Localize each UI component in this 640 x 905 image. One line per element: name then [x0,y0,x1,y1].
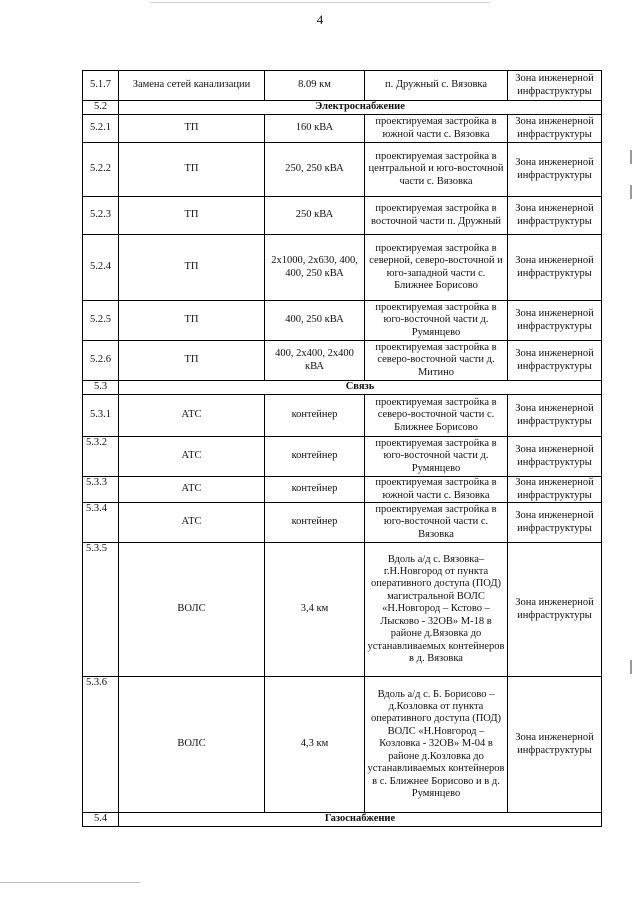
object-location: Вдоль а/д с. Б. Борисово – д.Козловка от пункта оперативного доступа (ПОД) ВОЛС «Н.Новгород – Козловка - 32ОВ» М-04 в районе д.Козловка до устанавливаемых контейнеров в с. Ближнее Борисово и в д. Румянцево [365,677,508,813]
page-number: 4 [316,12,324,27]
table-row [83,503,602,543]
object-value: 160 кВА [265,115,365,143]
row-number: 5.3.2 [83,437,119,477]
table-row [83,395,602,437]
table-row [83,477,602,503]
table-row [83,437,602,477]
object-name: Замена сетей канализации [119,71,265,101]
section-title: Электроснабжение [119,101,602,115]
object-zone: Зона инженерной инфраструктуры [508,301,602,341]
scan-mark [630,660,632,674]
object-value: 2х1000, 2х630, 400, 400, 250 кВА [265,235,365,301]
row-number: 5.2.5 [83,301,119,341]
object-value: 8.09 км [265,71,365,101]
object-zone: Зона инженерной инфраструктуры [508,677,602,813]
object-zone: Зона инженерной инфраструктуры [508,543,602,677]
object-value: 400, 2х400, 2х400 кВА [265,341,365,381]
table-row [83,115,602,143]
infrastructure-table [82,70,602,827]
object-location: проектируемая застройка в южной части с. Вязовка [365,115,508,143]
scan-mark [630,185,632,199]
section-number: 5.4 [83,813,119,827]
object-value: 250 кВА [265,197,365,235]
object-zone: Зона инженерной инфраструктуры [508,235,602,301]
object-name: ВОЛС [119,677,265,813]
object-zone: Зона инженерной инфраструктуры [508,437,602,477]
row-number: 5.3.3 [83,477,119,503]
object-value: 3,4 км [265,543,365,677]
object-zone: Зона инженерной инфраструктуры [508,143,602,197]
row-number: 5.2.1 [83,115,119,143]
object-location: проектируемая застройка в северо-восточной части с. Ближнее Борисово [365,395,508,437]
object-zone: Зона инженерной инфраструктуры [508,197,602,235]
table-row [83,235,602,301]
table-row [83,143,602,197]
object-value: 4,3 км [265,677,365,813]
section-row [83,813,602,827]
section-row [83,381,602,395]
object-location: проектируемая застройка в северо-восточной части д. Митино [365,341,508,381]
object-zone: Зона инженерной инфраструктуры [508,503,602,543]
object-location: проектируемая застройка в северной, северо-восточной и юго-западной части с. Ближнее Борисово [365,235,508,301]
object-name: ТП [119,341,265,381]
table-row [83,197,602,235]
object-location: проектируемая застройка в юго-восточной части с. Вязовка [365,503,508,543]
object-zone: Зона инженерной инфраструктуры [508,477,602,503]
object-location: проектируемая застройка в восточной части п. Дружный [365,197,508,235]
object-location: проектируемая застройка в юго-восточной части д. Румянцево [365,437,508,477]
table-row [83,543,602,677]
row-number: 5.3.5 [83,543,119,677]
object-zone: Зона инженерной инфраструктуры [508,341,602,381]
bottom-edge-line [0,882,140,883]
row-number: 5.2.6 [83,341,119,381]
object-name: ТП [119,143,265,197]
section-number: 5.3 [83,381,119,395]
object-location: проектируемая застройка в юго-восточной части д. Румянцево [365,301,508,341]
object-zone: Зона инженерной инфраструктуры [508,395,602,437]
object-location: проектируемая застройка в центральной и юго-восточной части с. Вязовка [365,143,508,197]
row-number: 5.2.4 [83,235,119,301]
object-location: проектируемая застройка в южной части с. Вязовка [365,477,508,503]
object-name: ТП [119,301,265,341]
row-number: 5.2.2 [83,143,119,197]
row-number: 5.3.4 [83,503,119,543]
section-title: Газоснабжение [119,813,602,827]
object-value: контейнер [265,503,365,543]
object-value: 250, 250 кВА [265,143,365,197]
object-name: ТП [119,197,265,235]
object-name: АТС [119,395,265,437]
object-name: АТС [119,437,265,477]
row-number: 5.3.6 [83,677,119,813]
object-name: АТС [119,477,265,503]
object-value: контейнер [265,437,365,477]
top-edge-line [150,2,490,3]
section-number: 5.2 [83,101,119,115]
row-number: 5.1.7 [83,71,119,101]
object-zone: Зона инженерной инфраструктуры [508,71,602,101]
object-name: ТП [119,235,265,301]
object-location: п. Дружный с. Вязовка [365,71,508,101]
table-row [83,341,602,381]
row-number: 5.3.1 [83,395,119,437]
object-value: контейнер [265,477,365,503]
table-row [83,71,602,101]
object-zone: Зона инженерной инфраструктуры [508,115,602,143]
object-value: контейнер [265,395,365,437]
object-name: ВОЛС [119,543,265,677]
object-name: АТС [119,503,265,543]
table-row [83,677,602,813]
object-name: ТП [119,115,265,143]
object-value: 400, 250 кВА [265,301,365,341]
scan-mark [630,150,632,164]
section-title: Связь [119,381,602,395]
row-number: 5.2.3 [83,197,119,235]
table-row [83,301,602,341]
section-row [83,101,602,115]
object-location: Вдоль а/д с. Вязовка– г.Н.Новгород от пункта оперативного доступа (ПОД) магистральной ВОЛС «Н.Новгород – Кстово – Лысково - 32ОВ» М-18 в районе д.Вязовка до устанавливаемых контейнеров в д. Вязовка [365,543,508,677]
